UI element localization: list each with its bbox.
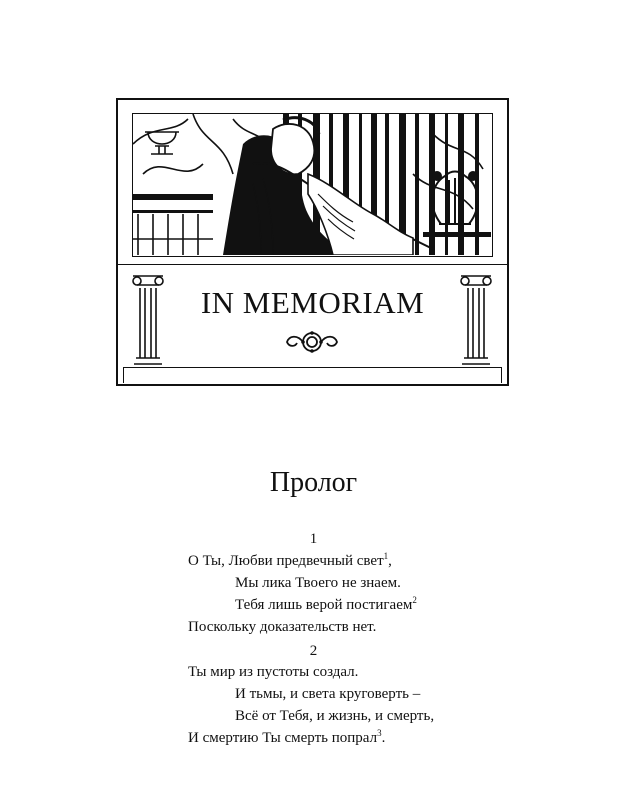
plate-title: IN MEMORIAM bbox=[200, 285, 425, 320]
verse-line: Ты мир из пустоты создал. bbox=[188, 664, 359, 680]
footnote-marker: 3 bbox=[377, 728, 382, 738]
verse-line: Всё от Тебя, и жизнь, и смерть, bbox=[235, 708, 435, 724]
verse-line: Мы лика Твоего не знаем. bbox=[235, 575, 401, 591]
title-plate bbox=[116, 98, 509, 386]
verse-line: И тьмы, и света круговерть – bbox=[235, 686, 421, 702]
section-title: Пролог bbox=[269, 467, 358, 498]
stanza-number: 2 bbox=[309, 643, 318, 659]
verse-line: Поскольку доказательств нет. bbox=[188, 619, 377, 635]
engraving-lovers-garden-icon bbox=[132, 113, 493, 257]
frieze-rule bbox=[118, 264, 507, 265]
footnote-marker: 2 bbox=[412, 595, 417, 605]
stanza-number: 1 bbox=[309, 531, 318, 547]
wreath-ornament-icon bbox=[283, 328, 341, 356]
verse-line: И смертию Ты смерть попрал$^3$. bbox=[188, 728, 386, 746]
plinth bbox=[123, 367, 502, 383]
verse-line: О Ты, Любви предвечный свет$^1$, bbox=[188, 551, 392, 569]
verse-line: Тебя лишь верой постигаем$^2$ bbox=[235, 595, 417, 613]
footnote-marker: 1 bbox=[383, 551, 389, 561]
